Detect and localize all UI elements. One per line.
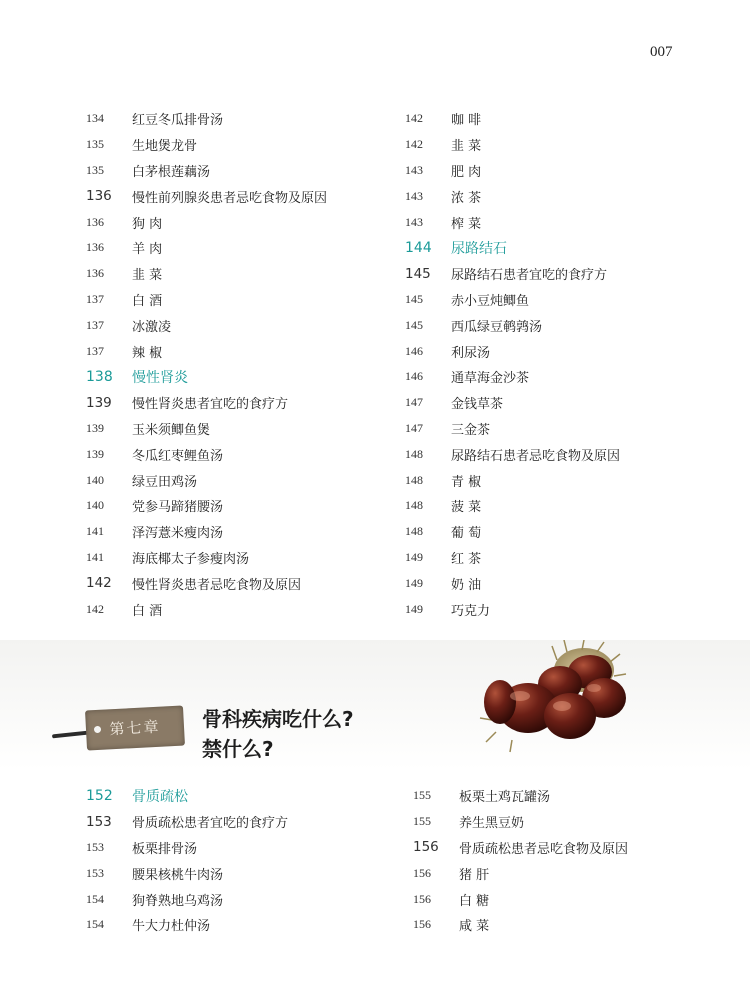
toc-entry — [405, 545, 695, 571]
toc-page-number: 154 — [86, 891, 104, 906]
toc-entry-title: 腰果核桃牛肉汤 — [132, 867, 224, 883]
toc-entry — [405, 364, 695, 390]
toc-entry — [86, 287, 376, 313]
toc-entry-title: 养生黑豆奶 — [459, 816, 525, 832]
toc-entry — [413, 783, 703, 809]
toc-entry-title: 板栗土鸡瓦罐汤 — [459, 790, 551, 806]
toc-page-number: 148 — [405, 446, 423, 461]
chapter-title-line2: 禁什么? — [202, 737, 274, 761]
toc-entry-title: 骨质疏松患者宜吃的食疗方 — [132, 816, 289, 832]
toc-entry — [405, 596, 695, 622]
toc-entry-title: 金钱草茶 — [451, 397, 504, 413]
toc-entry — [405, 416, 695, 442]
toc-page-number: 148 — [405, 498, 423, 513]
toc-page-number: 147 — [405, 420, 423, 435]
toc-entry — [413, 860, 703, 886]
toc-entry-title: 青 椒 — [451, 474, 482, 490]
toc-entry — [405, 183, 695, 209]
toc-entry-title: 白 酒 — [132, 603, 163, 619]
toc-entry — [405, 312, 695, 338]
toc-page-number: 148 — [405, 524, 423, 539]
toc-entry-title: 奶 油 — [451, 577, 482, 593]
toc-column-bottom-right — [413, 783, 703, 938]
toc-entry-title: 冬瓜红枣鲤鱼汤 — [132, 448, 224, 464]
toc-page-number: 138 — [86, 368, 113, 385]
toc-entry-title: 咸 菜 — [459, 919, 490, 935]
toc-page-number: 156 — [413, 891, 431, 906]
toc-entry — [405, 519, 695, 545]
toc-entry-title: 慢性肾炎患者忌吃食物及原因 — [132, 577, 302, 593]
toc-entry-title: 狗脊熟地乌鸡汤 — [132, 893, 224, 909]
toc-entry-title: 生地煲龙骨 — [132, 139, 198, 155]
toc-entry — [86, 390, 376, 416]
chapter-title-line1: 骨科疾病吃什么? — [202, 707, 354, 731]
toc-page-number: 135 — [86, 162, 104, 177]
toc-entry-title: 狗 肉 — [132, 216, 163, 232]
toc-page-number: 136 — [86, 214, 104, 229]
toc-entry — [86, 467, 376, 493]
toc-page-number: 155 — [413, 788, 431, 803]
toc-entry — [86, 416, 376, 442]
toc-entry-title: 尿路结石患者忌吃食物及原因 — [451, 448, 621, 464]
toc-entry — [86, 441, 376, 467]
toc-entry — [405, 287, 695, 313]
toc-page-number: 153 — [86, 813, 112, 830]
toc-entry-title: 骨质疏松 — [132, 788, 188, 805]
toc-entry-title: 羊 肉 — [132, 242, 163, 258]
toc-entry — [86, 809, 376, 835]
toc-entry — [405, 441, 695, 467]
toc-entry — [405, 158, 695, 184]
toc-entry-title: 白 酒 — [132, 293, 163, 309]
toc-entry-title: 猪 肝 — [459, 867, 490, 883]
toc-entry — [405, 132, 695, 158]
toc-entry-title: 牛大力杜仲汤 — [132, 919, 211, 935]
toc-entry-title: 菠 菜 — [451, 500, 482, 516]
toc-entry — [405, 261, 695, 287]
toc-entry-title: 通草海金沙茶 — [451, 371, 530, 387]
toc-entry — [86, 886, 376, 912]
toc-page-number: 145 — [405, 317, 423, 332]
toc-entry — [86, 835, 376, 861]
toc-page-number: 140 — [86, 472, 104, 487]
toc-page-number: 153 — [86, 865, 104, 880]
toc-page-number: 149 — [405, 575, 423, 590]
toc-entry — [413, 912, 703, 938]
toc-entry-title: 西瓜绿豆鹌鹑汤 — [451, 319, 543, 335]
toc-page-number: 152 — [86, 787, 113, 804]
toc-page-number: 137 — [86, 291, 104, 306]
toc-page-number: 149 — [405, 601, 423, 616]
toc-entry-title: 红 茶 — [451, 551, 482, 567]
toc-entry-title: 榨 菜 — [451, 216, 482, 232]
toc-entry — [405, 209, 695, 235]
toc-page-number: 139 — [86, 446, 104, 461]
toc-page-number: 136 — [86, 240, 104, 255]
chapter-title — [202, 704, 422, 764]
toc-entry — [86, 132, 376, 158]
toc-entry-title: 慢性前列腺炎患者忌吃食物及原因 — [132, 190, 328, 206]
toc-entry-title: 泽泻薏米瘦肉汤 — [132, 526, 224, 542]
toc-entry — [413, 809, 703, 835]
toc-entry-title: 慢性肾炎 — [132, 369, 188, 386]
toc-entry — [86, 519, 376, 545]
toc-page-number: 147 — [405, 395, 423, 410]
toc-entry-title: 白 糖 — [459, 893, 490, 909]
toc-entry-title: 赤小豆炖鲫鱼 — [451, 293, 530, 309]
toc-entry-title: 尿路结石 — [451, 240, 507, 257]
toc-page-number: 136 — [86, 266, 104, 281]
toc-page-number: 149 — [405, 549, 423, 564]
toc-entry — [86, 261, 376, 287]
toc-entry — [413, 835, 703, 861]
toc-entry-title: 三金茶 — [451, 422, 491, 438]
toc-page-number: 134 — [86, 111, 104, 126]
toc-entry-title: 辣 椒 — [132, 345, 163, 361]
toc-entry-title: 葡 萄 — [451, 526, 482, 542]
toc-page-number: 146 — [405, 343, 423, 358]
toc-page-number: 143 — [405, 188, 423, 203]
toc-column-bottom-left — [86, 783, 376, 938]
toc-section-heading — [86, 783, 376, 809]
toc-section-heading — [405, 235, 695, 261]
toc-entry — [405, 493, 695, 519]
toc-page-number: 146 — [405, 369, 423, 384]
toc-page-number: 137 — [86, 343, 104, 358]
toc-page-number: 142 — [405, 111, 423, 126]
toc-entry — [413, 886, 703, 912]
toc-entry-title: 肥 肉 — [451, 164, 482, 180]
toc-page-number: 143 — [405, 162, 423, 177]
toc-entry — [86, 338, 376, 364]
toc-entry-title: 利尿汤 — [451, 345, 491, 361]
toc-column-top-left — [86, 106, 376, 622]
toc-entry-title: 白茅根莲藕汤 — [132, 164, 211, 180]
toc-page-number: 145 — [405, 265, 431, 282]
toc-page-number: 144 — [405, 239, 432, 256]
toc-entry-title: 板栗排骨汤 — [132, 841, 198, 857]
toc-section-heading — [86, 364, 376, 390]
toc-page-number: 143 — [405, 214, 423, 229]
toc-entry-title: 海底椰太子参瘦肉汤 — [132, 551, 250, 567]
toc-entry — [405, 467, 695, 493]
toc-entry — [86, 912, 376, 938]
toc-entry — [405, 390, 695, 416]
toc-entry-title: 绿豆田鸡汤 — [132, 474, 198, 490]
toc-page-number: 142 — [86, 575, 112, 592]
toc-page-number: 141 — [86, 524, 104, 539]
toc-entry-title: 浓 茶 — [451, 190, 482, 206]
toc-entry-title: 巧克力 — [451, 603, 491, 619]
chestnut-image — [472, 640, 632, 755]
toc-entry-title: 慢性肾炎患者宜吃的食疗方 — [132, 397, 289, 413]
toc-page-number: 142 — [86, 601, 104, 616]
page-number: 007 — [650, 44, 673, 60]
toc-page-number: 139 — [86, 420, 104, 435]
toc-page-number: 145 — [405, 291, 423, 306]
toc-entry-title: 尿路结石患者宜吃的食疗方 — [451, 268, 608, 284]
toc-entry — [405, 338, 695, 364]
toc-entry — [86, 106, 376, 132]
toc-entry — [86, 570, 376, 596]
toc-entry-title: 骨质疏松患者忌吃食物及原因 — [459, 841, 629, 857]
toc-page-number: 156 — [413, 917, 431, 932]
chapter-tag-label: 第七章 — [109, 717, 161, 739]
toc-entry — [86, 235, 376, 261]
toc-entry — [405, 106, 695, 132]
toc-entry — [86, 158, 376, 184]
toc-column-top-right — [405, 106, 695, 622]
toc-page-number: 155 — [413, 814, 431, 829]
toc-entry-title: 冰激凌 — [132, 319, 172, 335]
toc-page-number: 136 — [86, 188, 112, 205]
toc-entry — [86, 860, 376, 886]
chestnut-6 — [484, 680, 516, 724]
toc-entry-title: 韭 菜 — [132, 268, 163, 284]
toc-entry — [86, 493, 376, 519]
toc-entry — [86, 312, 376, 338]
toc-entry-title: 咖 啡 — [451, 113, 482, 129]
toc-page-number: 140 — [86, 498, 104, 513]
toc-entry-title: 玉米须鲫鱼煲 — [132, 422, 211, 438]
toc-page-number: 156 — [413, 839, 439, 856]
toc-page-number: 148 — [405, 472, 423, 487]
toc-page-number: 141 — [86, 549, 104, 564]
toc-entry — [405, 570, 695, 596]
toc-entry — [86, 209, 376, 235]
toc-entry — [86, 596, 376, 622]
toc-page-number: 156 — [413, 865, 431, 880]
chapter-tag — [85, 705, 185, 750]
toc-entry-title: 韭 菜 — [451, 139, 482, 155]
toc-page-number: 154 — [86, 917, 104, 932]
toc-entry-title: 红豆冬瓜排骨汤 — [132, 113, 224, 129]
toc-entry — [86, 183, 376, 209]
toc-page-number: 153 — [86, 839, 104, 854]
toc-page-number: 137 — [86, 317, 104, 332]
toc-page-number: 135 — [86, 137, 104, 152]
toc-page-number: 142 — [405, 137, 423, 152]
toc-page-number: 139 — [86, 394, 112, 411]
toc-entry — [86, 545, 376, 571]
toc-entry-title: 党参马蹄猪腰汤 — [132, 500, 224, 516]
chestnut-5 — [544, 693, 596, 739]
